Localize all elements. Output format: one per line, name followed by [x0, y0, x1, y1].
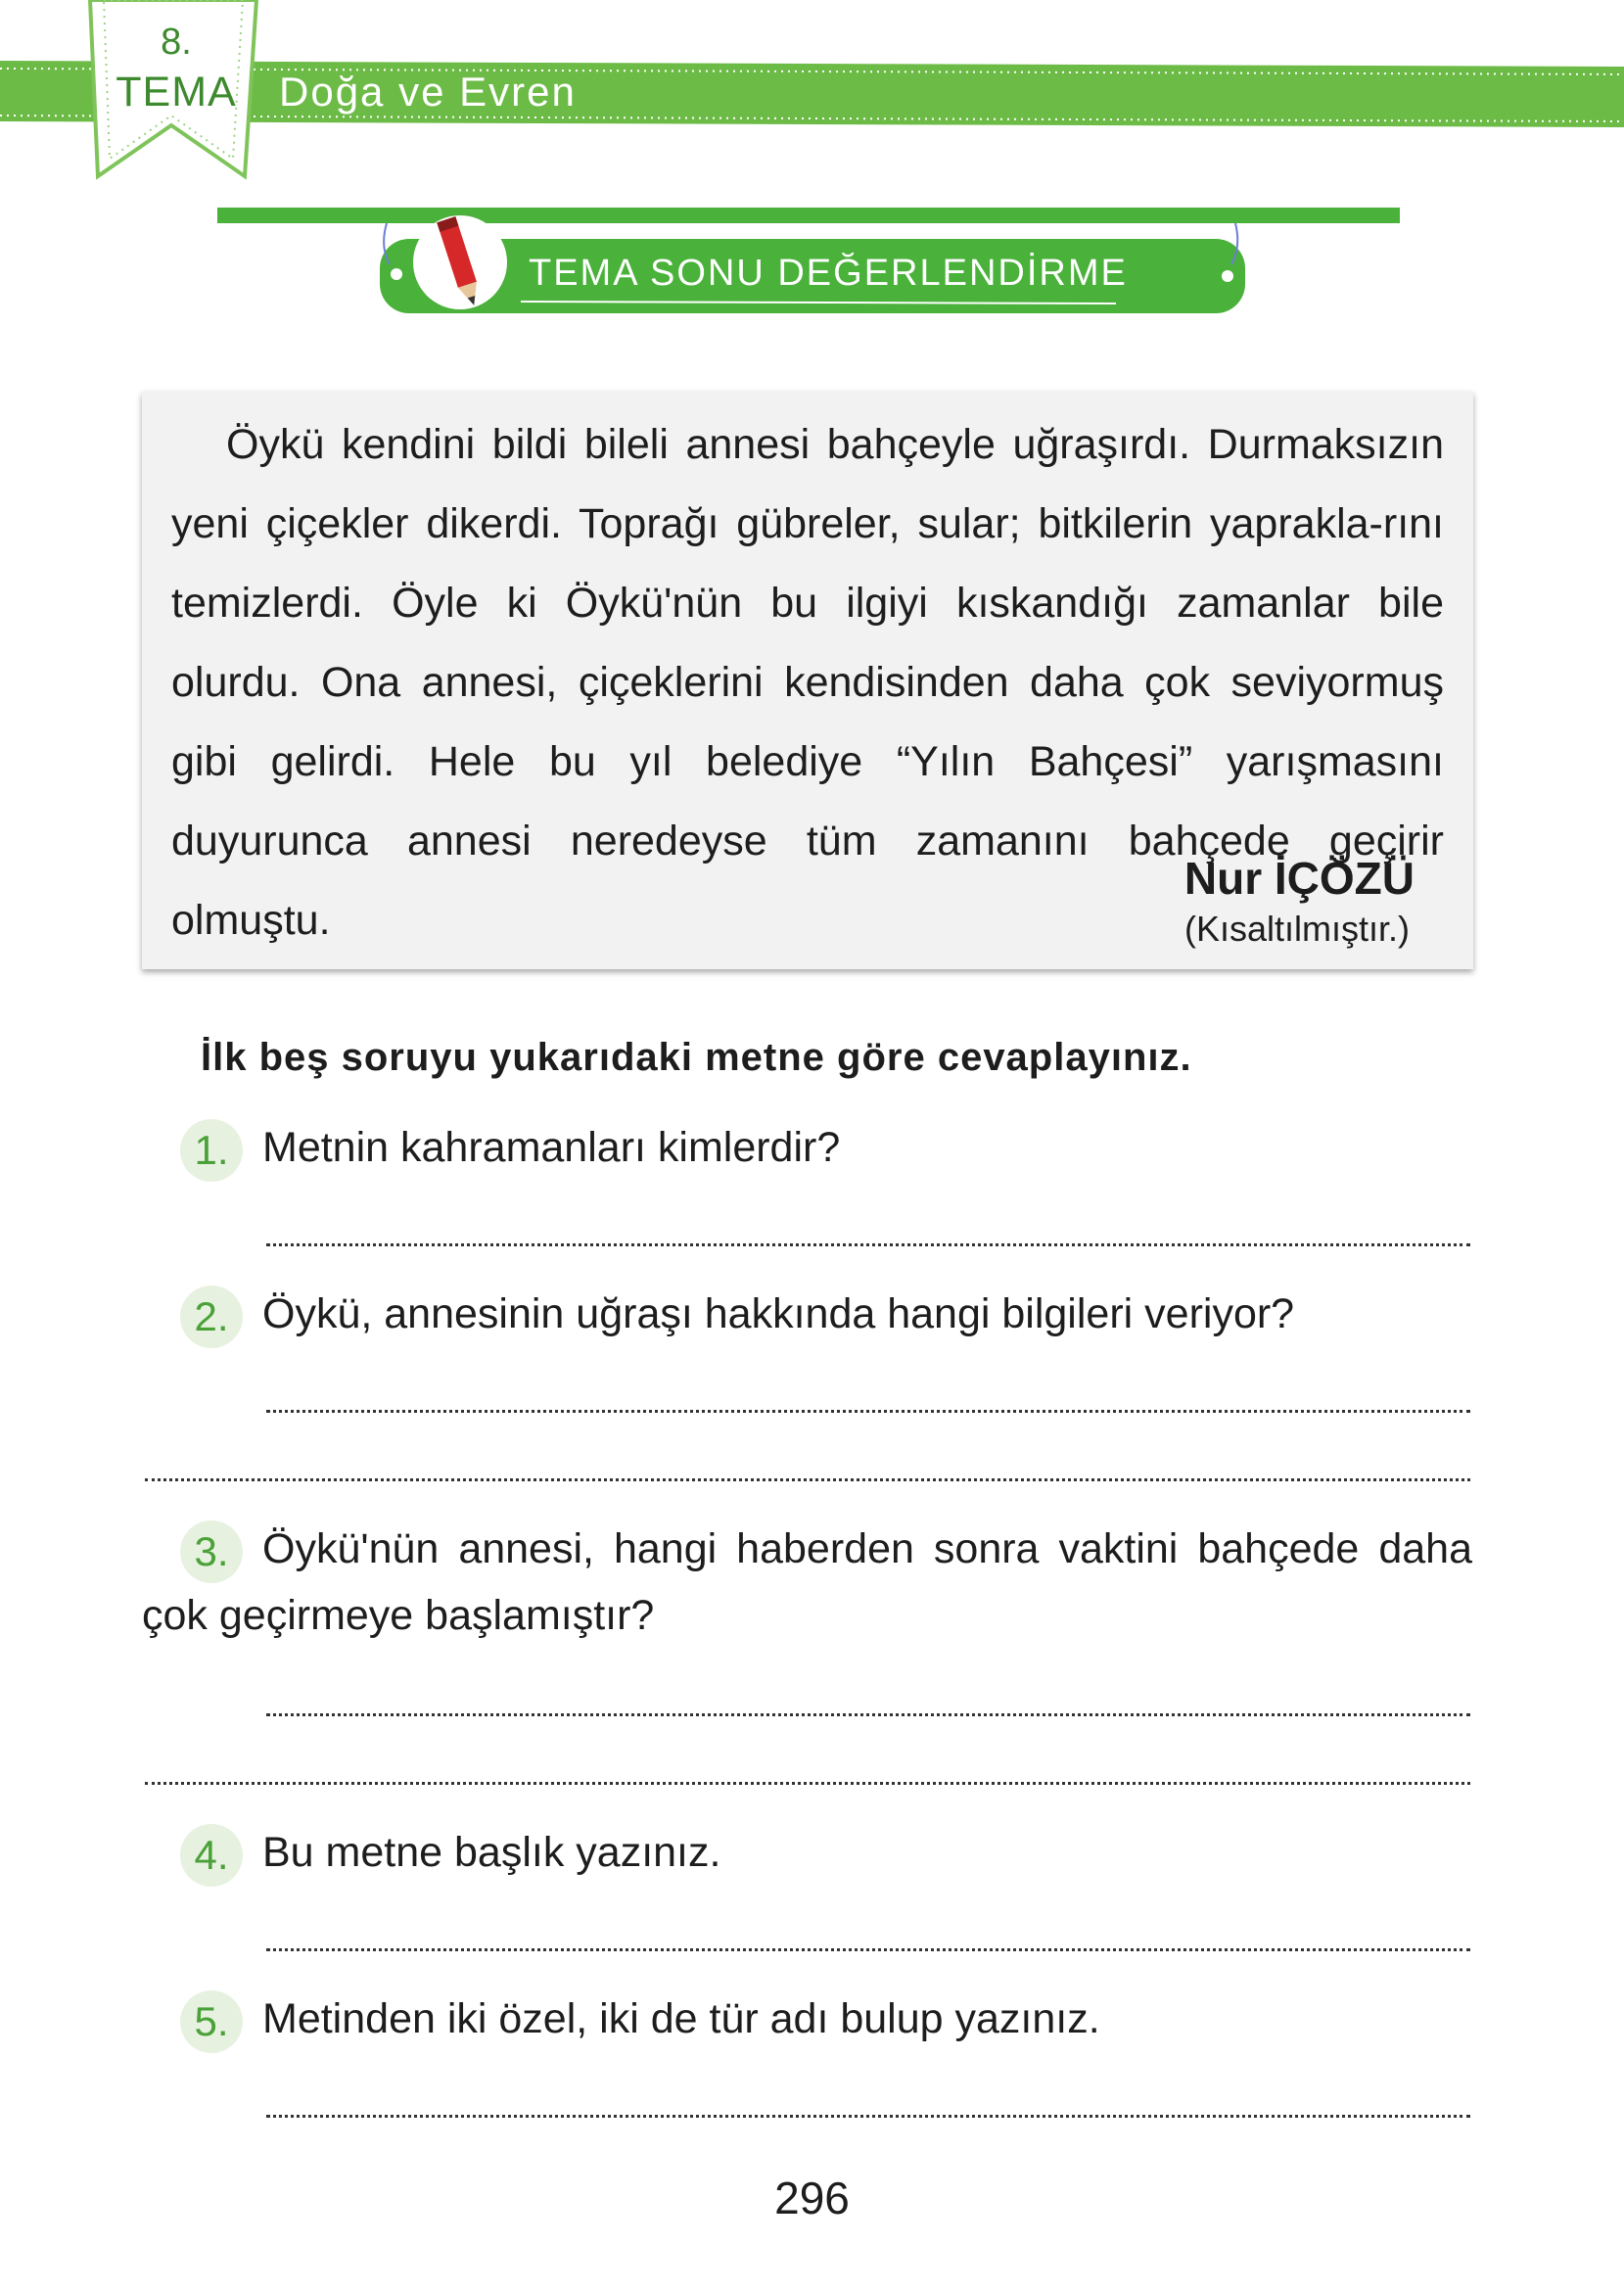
answer-line[interactable] — [266, 1410, 1470, 1413]
abridged-note: (Kısaltılmıştır.) — [1183, 909, 1410, 949]
question-text: Öykü, annesinin uğraşı hakkında hangi bilgileri veriyor? — [262, 1290, 1295, 1337]
answer-line[interactable] — [266, 1713, 1470, 1716]
unit-number: 8. — [161, 22, 192, 63]
question-text: Metinden iki özel, iki de tür adı bulup yazınız. — [262, 1995, 1100, 2042]
answer-line[interactable] — [266, 1243, 1470, 1246]
reading-passage: Öykü kendini bildi bileli annesi bahçeyle uğraşırdı. Durmaksızın yeni çiçekler dikerdi. Toprağı gübreler, sular; bitkilerin yaprakla-rını temizlerdi. Öyle ki Öykü'nün bu ilgiyi kıskandığı zamanlar bile olurdu. Ona annesi, çiçeklerini kendisinden daha çok seviyormuş gibi gelirdi. Hele bu yıl belediye “Yılın Bahçesi” yarışmasını duyurunca annesi neredeyse tüm zamanını bahçede geçirir olmuştu. — [171, 421, 1444, 944]
answer-line[interactable] — [145, 1478, 1470, 1481]
instruction: İlk beş soruyu yukarıdaki metne göre cevaplayınız. — [201, 1036, 1192, 1079]
question-text-continued: çok geçirmeye başlamıştır? — [142, 1592, 655, 1639]
question-text: Öykü'nün annesi, hangi haberden sonra vaktini bahçede daha — [262, 1525, 1472, 1572]
question-number: 5. — [180, 1990, 243, 2053]
question-number: 1. — [180, 1119, 243, 1182]
answer-line[interactable] — [145, 1782, 1470, 1785]
question-number: 3. — [180, 1520, 243, 1583]
pencil-icon — [413, 215, 507, 309]
question-number: 4. — [180, 1824, 243, 1887]
unit-label: TEMA — [116, 69, 237, 116]
reading-passage-box — [142, 392, 1473, 969]
question-number: 2. — [180, 1286, 243, 1348]
author-name: Nur İÇÖZÜ — [1183, 853, 1415, 904]
answer-line[interactable] — [266, 1948, 1470, 1951]
question-text: Bu metne başlık yazınız. — [262, 1829, 721, 1876]
question-text: Metnin kahramanları kimlerdir? — [262, 1124, 841, 1171]
theme-title: Doğa ve Evren — [279, 69, 577, 115]
page-number: 296 — [774, 2173, 850, 2223]
answer-line[interactable] — [266, 2115, 1470, 2118]
section-title: TEMA SONU DEĞERLENDİRME — [529, 253, 1128, 294]
